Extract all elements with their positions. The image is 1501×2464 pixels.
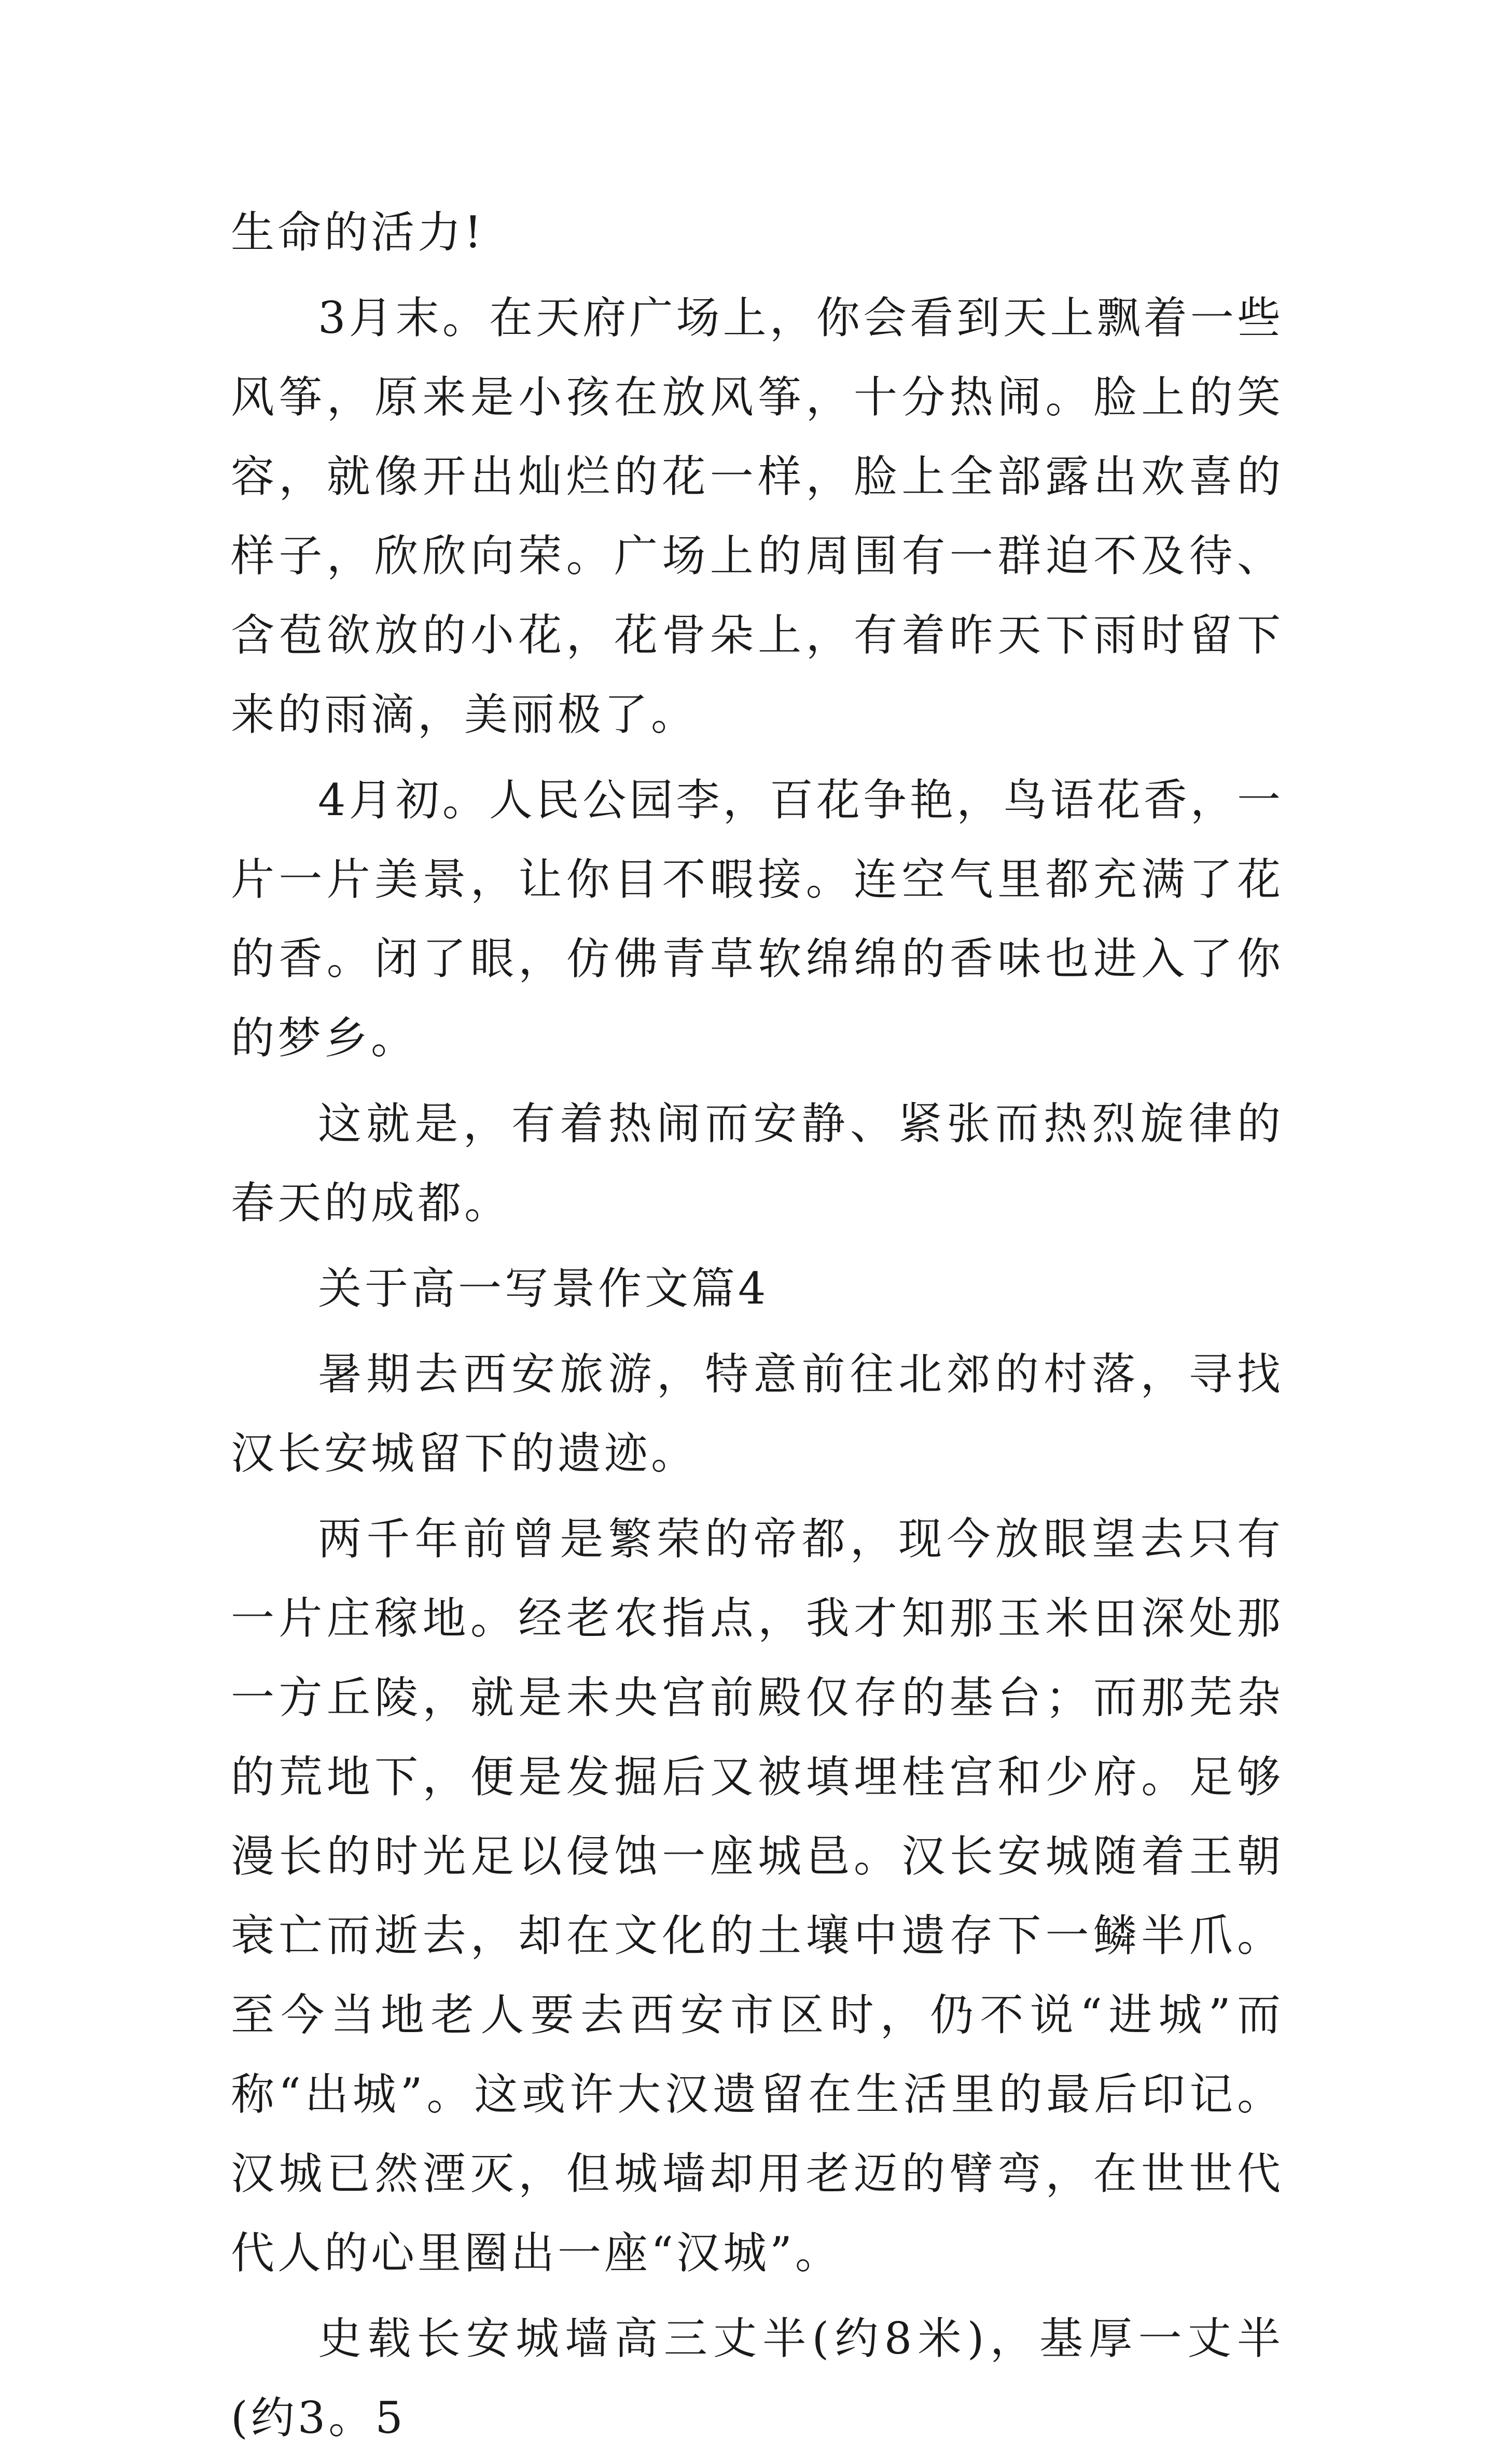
paragraph-5: 暑期去西安旅游，特意前往北郊的村落，寻找汉长安城留下的遗迹。: [231, 1349, 1284, 1479]
paragraph-6: 两千年前曾是繁荣的帝都，现今放眼望去只有一片庄稼地。经老农指点，我才知那玉米田深处那一方丘陵，就是未央宫前殿仅存的基台；而那芜杂的荒地下，便是发掘后又被填埋桂宫和少府。足够漫长的时光足以侵蚀一座城邑。汉长安城随着王朝衰亡而逝去，却在文化的土壤中遗存下一鳞半爪。至今当地老人要去西安市区时，仍不说“进城”而称“出城”。这或许大汉遗留在生活里的最后印记。汉城已然湮灭，但城墙却用老迈的臂弯，在世世代代人的心里圈出一座“汉城”。: [231, 1514, 1284, 2278]
paragraph-2: 3月末。在天府广场上，你会看到天上飘着一些风筝，原来是小孩在放风筝，十分热闹。脸上的笑容，就像开出灿烂的花一样，脸上全部露出欢喜的样子，欣欣向荣。广场上的周围有一群迫不及待、含苞欲放的小花，花骨朵上，有着昨天下雨时留下来的雨滴，美丽极了。: [231, 292, 1284, 740]
paragraph-7: 史载长安城墙高三丈半(约8米)，基厚一丈半(约3。5: [231, 2313, 1284, 2443]
paragraph-1: 生命的活力!: [231, 207, 485, 258]
paragraph-3: 4月初。人民公园李，百花争艳，鸟语花香，一片一片美景，让你目不暇接。连空气里都充满了花的香。闭了眼，仿佛青草软绵绵的香味也进入了你的梦乡。: [231, 775, 1284, 1063]
document-body: [231, 193, 1284, 2464]
section-heading: 关于高一写景作文篇4: [318, 1263, 769, 1314]
paragraph-4: 这就是，有着热闹而安静、紧张而热烈旋律的春天的成都。: [231, 1098, 1284, 1228]
